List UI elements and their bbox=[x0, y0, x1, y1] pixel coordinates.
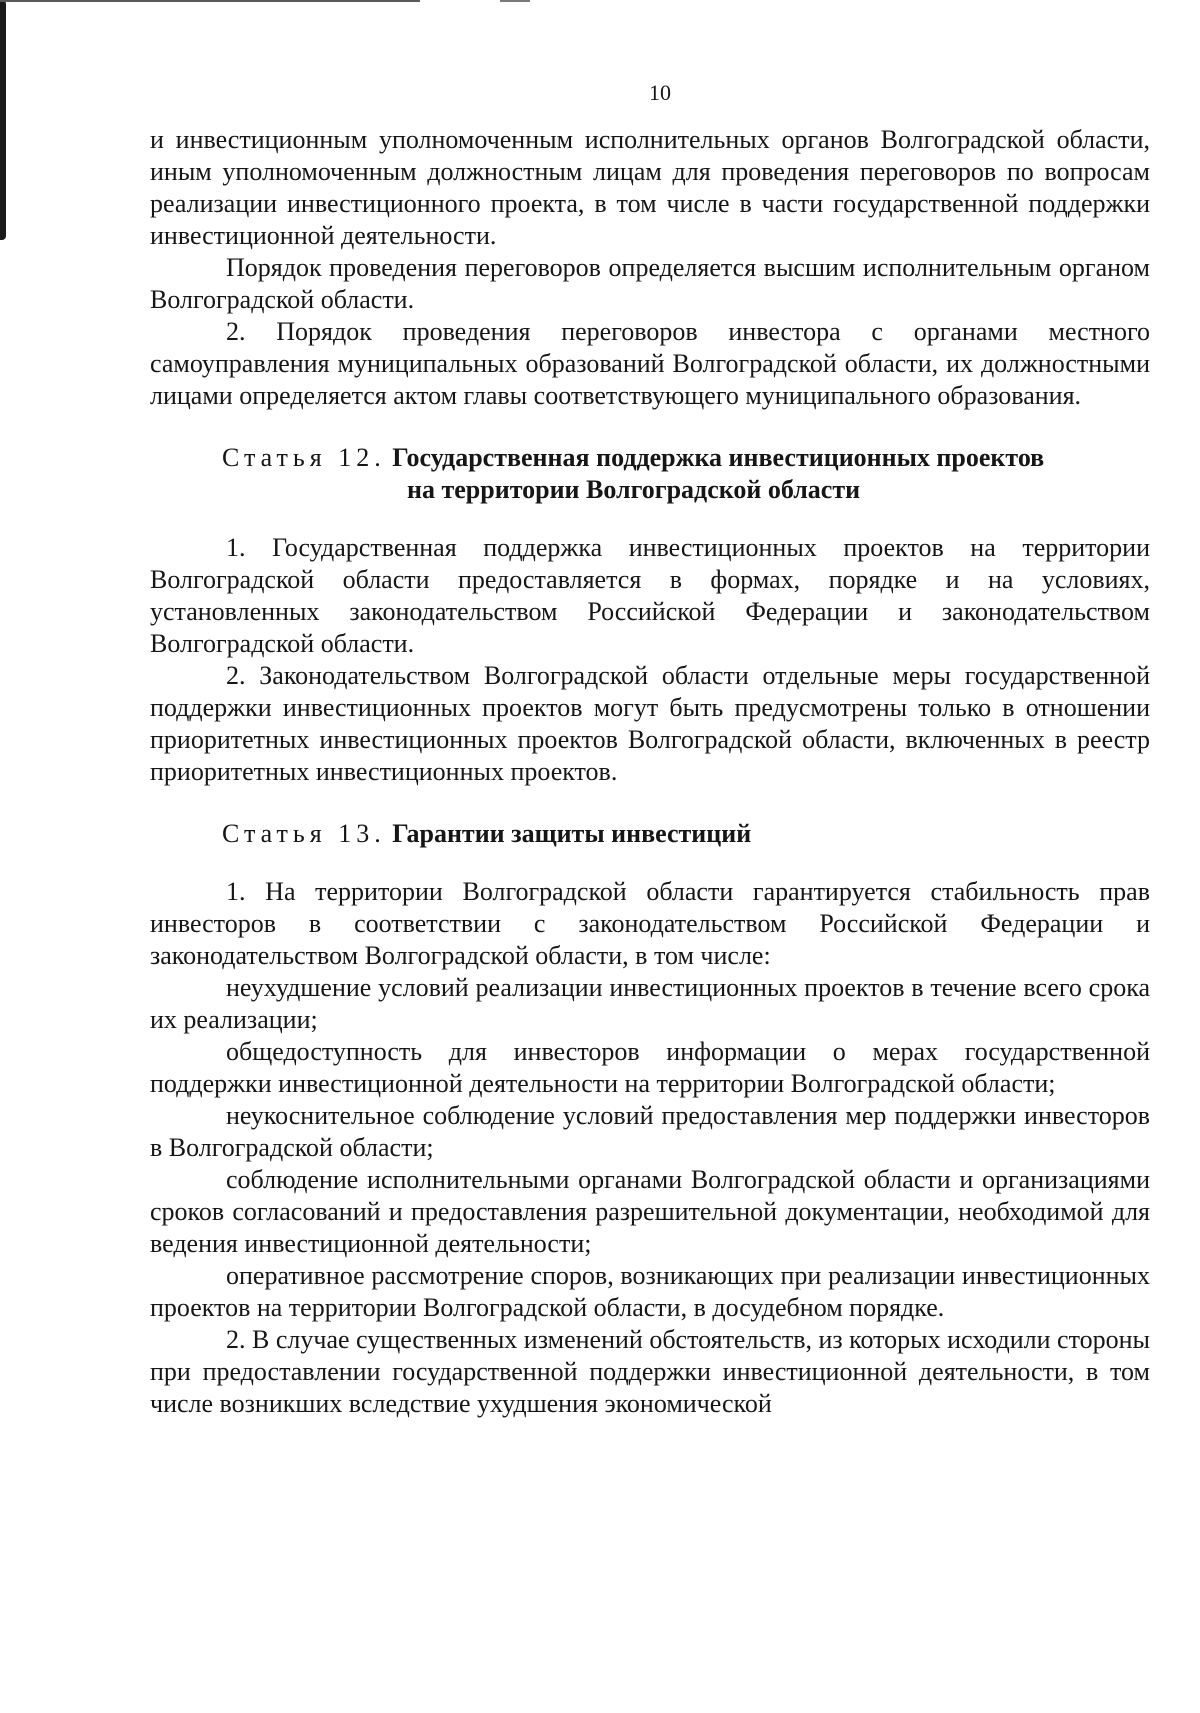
list-item: неукоснительное соблюдение условий предоставления мер поддержки инвесторов в Волгоградской области; bbox=[150, 1101, 1150, 1162]
paragraph: 1. Государственная поддержка инвестиционных проектов на территории Волгоградской области предоставляется в формах, порядке и на условиях, установленных законодательством Российской Федерации и законодательством Волгоградской области. bbox=[150, 533, 1150, 658]
paragraph: 2. В случае существенных изменений обстоятельств, из которых исходили стороны при предоставлении государственной поддержки инвестиционной деятельности, в том числе возникших вследствие ухудшения экономической bbox=[150, 1325, 1150, 1418]
list-item: общедоступность для инвесторов информации о мерах государственной поддержки инвестиционной деятельности на территории Волгоградской области; bbox=[150, 1037, 1150, 1098]
list-item: оперативное рассмотрение споров, возникающих при реализации инвестиционных проектов на территории Волгоградской области, в досудебном порядке. bbox=[150, 1261, 1150, 1322]
article-title: Государственная поддержка инвестиционных проектов bbox=[392, 443, 1045, 472]
scan-edge-artifact bbox=[0, 0, 6, 240]
article-label: Статья 12. bbox=[222, 443, 386, 472]
article-13-heading bbox=[150, 818, 1150, 850]
scan-top-line-artifact bbox=[0, 0, 420, 2]
article-12-heading bbox=[150, 442, 1150, 506]
document-body bbox=[150, 124, 1150, 1420]
paragraph: Порядок проведения переговоров определяется высшим исполнительным органом Волгоградской области. bbox=[150, 253, 1150, 314]
paragraph: 2. Порядок проведения переговоров инвестора с органами местного самоуправления муниципальных образований Волгоградской области, их должностными лицами определяется актом главы соответствующего муниципального образования. bbox=[150, 317, 1150, 410]
paragraph: 1. На территории Волгоградской области гарантируется стабильность прав инвесторов в соответствии с законодательством Российской Федерации и законодательством Волгоградской области, в том числе: bbox=[150, 877, 1150, 970]
paragraph: и инвестиционным уполномоченным исполнительных органов Волгоградской области, иным уполномоченным должностным лицам для проведения переговоров по вопросам реализации инвестиционного проекта, в том числе в части государственной поддержки инвестиционной деятельности. bbox=[150, 125, 1150, 250]
list-item: неухудшение условий реализации инвестиционных проектов в течение всего срока их реализации; bbox=[150, 973, 1150, 1034]
article-title: Гарантии защиты инвестиций bbox=[392, 819, 752, 848]
list-item: соблюдение исполнительными органами Волгоградской области и организациями сроков согласований и предоставления разрешительной документации, необходимой для ведения инвестиционной деятельности; bbox=[150, 1165, 1150, 1258]
scan-top-line-artifact bbox=[500, 0, 530, 2]
page-number: 10 bbox=[649, 80, 671, 105]
paragraph: 2. Законодательством Волгоградской области отдельные меры государственной поддержки инвестиционных проектов могут быть предусмотрены только в отношении приоритетных инвестиционных проектов Волгоградской области, включенных в реестр приоритетных инвестиционных проектов. bbox=[150, 661, 1150, 786]
article-label: Статья 13. bbox=[222, 819, 386, 848]
article-title-line2: на территории Волгоградской области bbox=[407, 475, 861, 504]
